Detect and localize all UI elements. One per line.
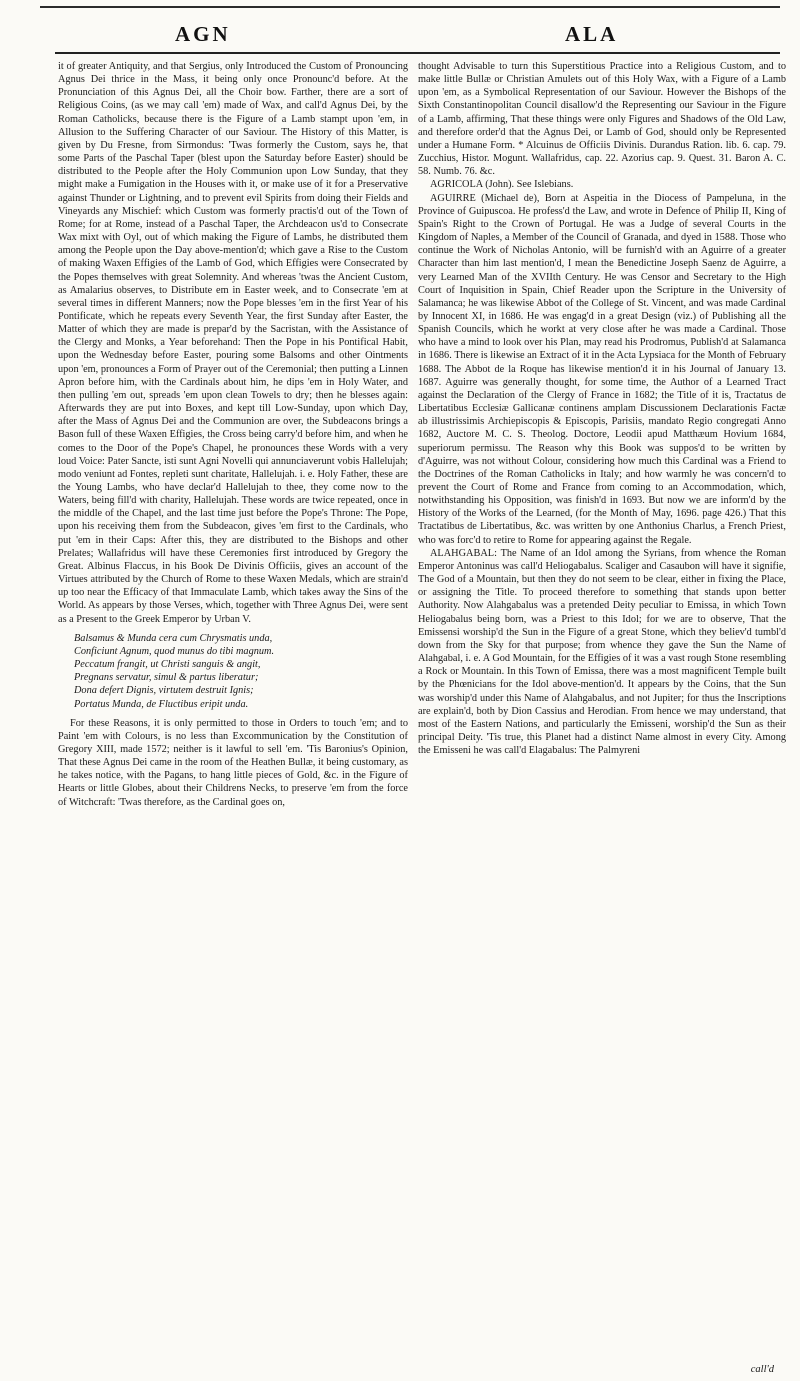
alahgabal-entry: ALAHGABAL: The Name of an Idol among the Syrians, from whence the Roman Emperor Antoninus was call'd Heliogabalus. Scaliger and Casaubon will have it signifie, The God of a Mountain, but then they do not seem to be clear, either in fixing the Place, or assigning the Title. To proceed therefore to something that stands upon better Authority. Now Alahgabalus was a pretended Deity peculiar to Emissa, in which Town Heliogabalus being born, was a Priest to this Idol; for we are to observe, That the Emissensi worship'd the Sun in the Figure of a great Stone, which they believ'd tumbl'd down from the Sky for that purpose; from whence they gave the Sun the Name of Alahgabal, i. e. A God Mountain, for the Effigies of it was a vast rough Stone resembling a Rock or Mountain. In this Town of Emissa, there was a most magnificent Temple built by the Phœnicians for the Idol above-mention'd. It appears by the Coins, that the Sun was worship'd under this Name of Alahgabalus, and not Jupiter; for thus the Inscriptions are explain'd, both by Dion Cassius and Herodian. From hence we may understand, that most of the Eastern Nations, and particularly the Emisseni, worship'd the Sun as their principal Deity. 'Tis true, this Planet had a distinct Name almost in every City. Among the Emisseni he was call'd Elagabalus: The Palmyreni	[418, 547, 786, 757]
catchword: call'd	[750, 1364, 774, 1375]
left-column	[58, 60, 408, 809]
running-head-right: ALA	[565, 22, 619, 46]
verse-line: Peccatum frangit, ut Christi sanguis & angit,	[74, 659, 261, 671]
running-head-left: AGN	[175, 22, 231, 46]
reasons-paragraph: For these Reasons, it is only permitted to those in Orders to touch 'em; and to Paint 'em with Colours, is no less than Excommunication by the Constitution of Gregory XIII, made 1572; neither is it lawful to sell 'em. 'Tis Baronius's Opinion, That these Agnus Dei came in the room of the Heathen Bullæ, it being customary, as he takes notice, with the Pagans, to hang little pieces of Gold, &c. in the Figure of Hearts or little Globes, about their Childrens Necks, to preserve 'em from the force of Witchcraft: 'Twas therefore, as the Cardinal goes on,	[58, 717, 408, 808]
right-column	[418, 60, 786, 757]
agricola-entry: AGRICOLA (John). See Islebians.	[430, 179, 574, 191]
verse-line: Portatus Munda, de Fluctibus eripit unda.	[74, 698, 249, 710]
verse-line: Dona defert Dignis, virtutem destruit Ignis;	[74, 685, 254, 697]
verse-line: Balsamus & Munda cera cum Chrysmatis unda,	[74, 632, 273, 644]
agnus-dei-paragraph: it of greater Antiquity, and that Sergius, only Introduced the Custom of Pronouncing Agnus Dei thrice in the Mass, it being only once Pronounc'd before. At the Pronunciation of this Agnus Dei, all the Choir bow. Farther, there are a sort of Religious Coins, (as we may call 'em) made of Wax, and call'd Agnus Dei, by the Roman Catholicks, because there is the Figure of a Lamb stampt upon 'em, in Allusion to the Suffering Character of our Saviour. The History of this Matter, is given by Du Fresne, from Sirmondus: 'Twas formerly the Custom, says he, that some Parts of the Paschal Taper (blest upon the Saturday before Easter) should be distributed to the People after the Holy Communion upon Low Sunday, that they might make a Fumigation in the Houses with it, or make use of it for a Preservative against Thunder or Lightning, and to prevent evil Spirits from doing their Fields and Vineyards any Mischief: which Custom was formerly practis'd out of the Town of Rome; for at Rome, instead of a Paschal Taper, the Archdeacon us'd to Consecrate Wax mixt with Oyl, out of which making the Figure of Lambs, he distributed them among the People upon the Day above-mention'd; which gave a Rise to the Custom of making Waxen Effigies of the Lamb of God, which Effigies were Consecrated by the Popes themselves with great Solemnity. And whereas 'twas the Ancient Custom, as Amalarius observes, to Distribute em in Easter week, and to Consecrate 'em at several times in different Manners; now the Pope blesses 'em in the first Year of his Pontificate, which he repeats every Seventh Year, the first Sunday after Easter, the Matter of which they are made is prepar'd by the Sacristan, with the Assistance of the Clergy and Monks, a Year beforehand: Then the Pope in his Pontifical Habit, upon the Wednesday before Easter, pouring some Balsoms and other Ointments upon 'em, pronounces a Form of Prayer out of the Ceremonial; then putting a Linnen Apron before him, with the Cardinals about him, he dips 'em in Holy Water, and then pulling 'em out, spreads 'em upon clean Towels to dry; then he blesses again: Afterwards they are put into Boxes, and kept till Low-Sunday, upon which Day, after the Mass of Agnus Dei and the Communion are over, the Subdeacons brings a Bason full of these Waxen Effigies, the Cross being carry'd before him, and when he comes to the Door of the Pope's Chapel, he pronounces these Words with a very loud Voice: Pater Sancte, isti sunt Agni Novelli qui annunciaverunt vobis Hallelujah; modo veniunt ad Fontes, repleti sunt charitate, Hallelujah. i. e. Holy Father, these are the Young Lambs, who have declar'd Hallelujah to thee, they come now to the Waters, being fill'd with charity, Hallelujah. These words are twice repeated, once in the middle of the Chapel, and the last time just before the Pope's Throne: The Pope, upon his receiving them from the Subdeacon, gives 'em first to the Cardinals, who put 'em in their Caps: After this, they are distributed to the Bishops and other Prelates; Wallafridus will have these Ceremonies first introduced by Gregory the Great. Albinus Flaccus, in his Book De Divinis Officiis, gives an account of the Virtues attributed by the Church of Rome to these Waxen Medals, which are strain'd up too near the Efficacy of that Immaculate Lamb, which takes away the Sins of the World. As appears by those Verses, which, together with Three Agnus Dei, were sent as a Present to the Greek Emperor by Urban V.	[58, 61, 408, 625]
verse-line: Pregnans servatur, simul & partus liberatur;	[74, 672, 259, 684]
header-rule	[55, 52, 780, 54]
top-border-rule	[40, 6, 780, 8]
latin-verse	[74, 632, 408, 711]
continuation-paragraph: thought Advisable to turn this Superstitious Practice into a Religious Custom, and to make little Bullæ or Christian Amulets out of this Holy Wax, with a Figure of a Lamb upon 'em, as a Symbolical Representation of our Saviour. However the Bishops of the Sixth Constantinopolitan Council disallow'd the Representing our Saviour in the Figure of a Lamb, affirming, That these things were only Figures and Shadows of the Old Law, and therefore order'd that the Agnus Dei, or Lamb of God, should only be Represented under a Humane Form. * Alcuinus de Officiis Divinis. Durandus Ration. lib. 6. cap. 79. Zucchius, Histor. Mogunt. Wallafridus, cap. 22. Azorius cap. 9. Quest. 31. Baron A. C. 58. Numb. 76. &c.	[418, 61, 786, 178]
aguirre-entry: AGUIRRE (Michael de), Born at Aspeitia in the Diocess of Pampeluna, in the Province of Guipuscoa. He profess'd the Law, and wrote in Defence of Philip II, King of Spain's Right to the Crown of Portugal. He was a Judge of several Courts in the Kingdom of Naples, a Member of the Council of Granada, and dyed in 1588. Those who continue the Work of Nicholas Antonio, will be furnish'd with an Aguirre of a greater Character than him last mention'd, I mean the Benedictine Joseph Saenz de Aguirre, a very Learned Man of the XVIIth Century. He was Censor and Secretary to the High Court of Inquisition in Spain, Chief Reader upon the Scripture in the University of Salamanca; he was likewise Abbot of the College of St. Vincent, and was made Cardinal by Innocent XI, in 1686. He was engag'd in a great Design (viz.) of Publishing all the Spanish Councils, which he workt at very close after he was made a Cardinal. Those who have a mind to look over his Plan, may read his Prodromus, Publish'd at Salamanca in 1686. There is likewise an Extract of it in the Acta Lypsiaca for the Month of February 1688. The Abbot de la Roque has likewise mention'd it in his Journal of January 13. 1687. Aguirre was generally thought, for some time, the Author of a Learned Tract against the Declaration of the Clergy of France in 1682; the Title of it is, Tractatus de Libertatibus Ecclesiæ Gallicanæ continens amplam Discussionem Declarationis Factæ ab illustrissimis Archiepiscopis & Episcopis, Parisiis, mandato Regio congregati Anno 1682, Auctore M. C. S. Theolog. Doctore, Leodii apud Matthæum Hovium 1684, superiorum permissu. The Reason why this Book was suppos'd to be written by d'Aguirre, was not without Colour, considering how much this Cardinal was a Friend to the Doctrines of the Roman Catholicks in Italy; and how warmly he was concern'd to prevent the Court of Rome and France from coming to an Accommodation, which, notwithstanding his Opposition, was finish'd in 1693. But now we are inform'd by the History of the Works of the Learned, (for the Month of May, 1696. page 426.) That this Tractatibus de Libertatibus, &c. was written by one Anthonius Charlus, a French Priest, who was forc'd to retire to Rome for appearing against the Regale.	[418, 192, 786, 546]
verse-line: Conficiunt Agnum, quod munus do tibi magnum.	[74, 645, 275, 657]
